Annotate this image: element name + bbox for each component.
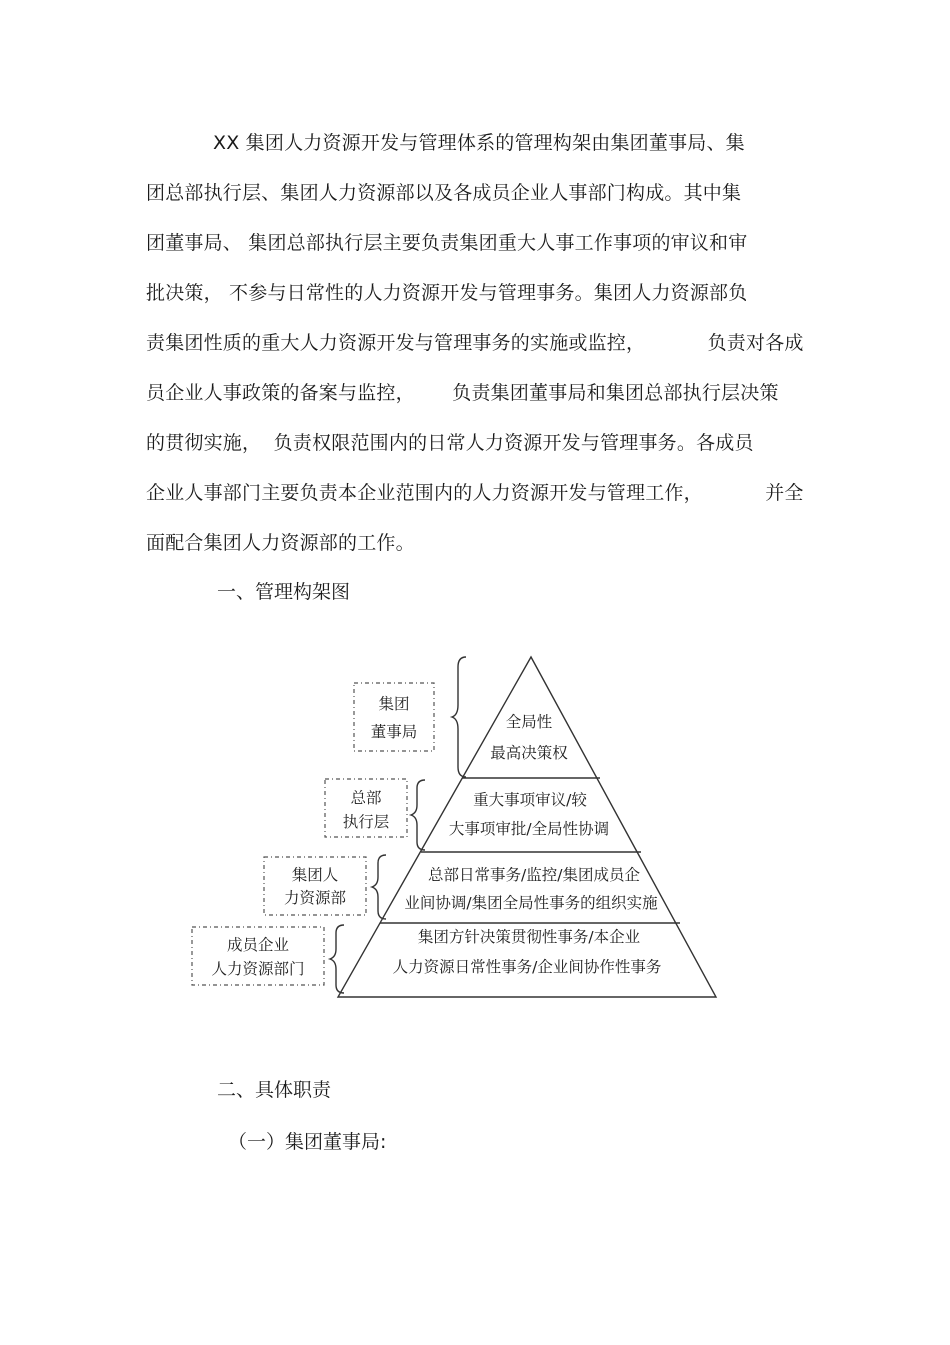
management-pyramid-diagram bbox=[180, 645, 740, 1015]
brace bbox=[411, 780, 425, 850]
box-label: 集团人 bbox=[291, 866, 339, 884]
box-label: 总部 bbox=[350, 789, 382, 807]
brace bbox=[452, 657, 466, 777]
pyramid-label: 人力资源日常性事务/企业间协作性事务 bbox=[392, 958, 662, 976]
pyramid-label: 重大事项审议/较 bbox=[473, 791, 587, 809]
pyramid-label: 集团方针决策贯彻性事务/本企业 bbox=[417, 928, 641, 946]
box-label: 执行层 bbox=[342, 813, 390, 831]
brace bbox=[330, 925, 344, 993]
paragraph-line: 员企业人事政策的备案与监控， 负责集团董事局和集团总部执行层决策 bbox=[146, 382, 779, 404]
paragraph-line: 团董事局、 集团总部执行层主要负责集团重大人事工作事项的审议和审 bbox=[146, 232, 748, 254]
paragraph-line: 批决策， 不参与日常性的人力资源开发与管理事务。集团人力资源部负 bbox=[146, 282, 748, 304]
section-heading-duties: 二、具体职责 bbox=[217, 1079, 332, 1101]
subsection-heading-board: （一）集团董事局: bbox=[228, 1131, 387, 1153]
brace bbox=[372, 855, 386, 919]
box-label: 人力资源部门 bbox=[211, 960, 305, 978]
paragraph-line: 责集团性质的重大人力资源开发与管理事务的实施或监控， 负责对各成 bbox=[146, 332, 804, 354]
section-heading-structure: 一、管理构架图 bbox=[217, 581, 351, 603]
paragraph-line: 面配合集团人力资源部的工作。 bbox=[146, 532, 415, 554]
box-label: 董事局 bbox=[370, 723, 418, 741]
paragraph-line: XX 集团人力资源开发与管理体系的管理构架由集团董事局、集 bbox=[213, 132, 745, 154]
paragraph-line: 企业人事部门主要负责本企业范围内的人力资源开发与管理工作， 并全 bbox=[146, 482, 804, 504]
box-label: 集团 bbox=[378, 695, 410, 713]
pyramid-label: 全局性 bbox=[505, 713, 553, 731]
paragraph-line: 团总部执行层、集团人力资源部以及各成员企业人事部门构成。其中集 bbox=[146, 182, 742, 204]
box-label: 成员企业 bbox=[226, 936, 290, 954]
pyramid-label: 业间协调/集团全局性事务的组织实施 bbox=[404, 894, 658, 912]
pyramid-label: 最高决策权 bbox=[490, 744, 568, 762]
box-label: 力资源部 bbox=[283, 889, 347, 907]
pyramid-label: 大事项审批/全局性协调 bbox=[448, 820, 610, 838]
pyramid-label: 总部日常事务/监控/集团成员企 bbox=[428, 866, 640, 884]
paragraph-line: 的贯彻实施， 负责权限范围内的日常人力资源开发与管理事务。各成员 bbox=[146, 432, 754, 454]
